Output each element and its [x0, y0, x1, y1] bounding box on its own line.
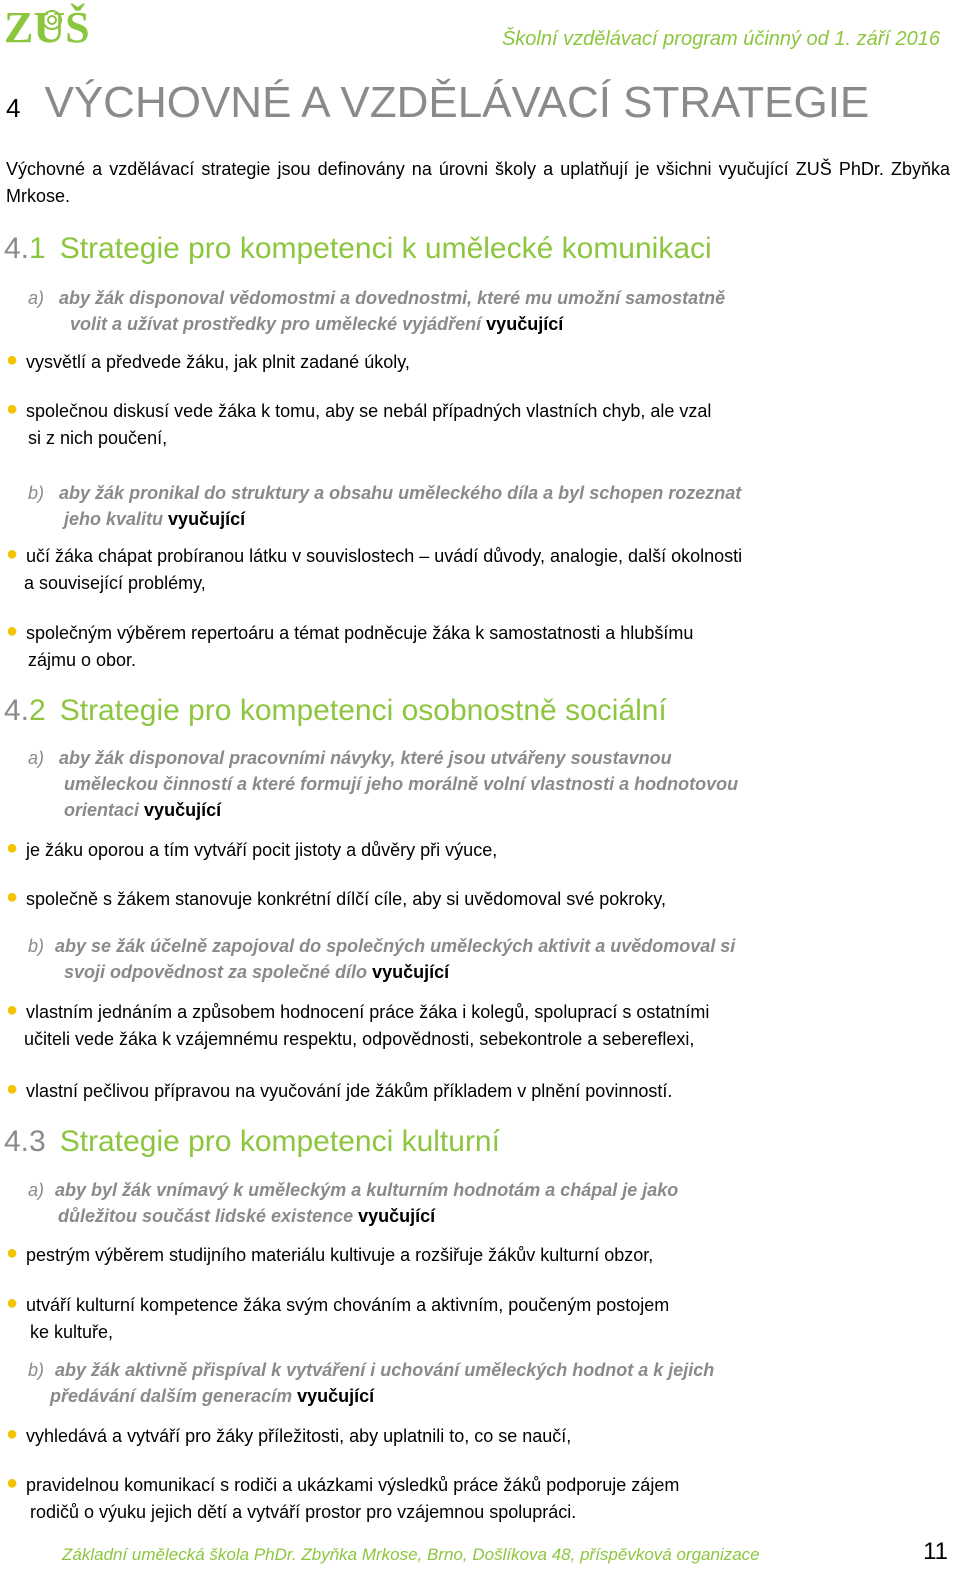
list-item-cont: zájmu o obor. [28, 650, 137, 670]
list-item [6, 398, 712, 425]
section-heading-4-2 [4, 694, 667, 728]
list-item-text: společně s žákem stanovuje konkrétní dílčí cíle, aby si uvědomoval své pokroky, [26, 889, 666, 909]
list-item-text: pestrým výběrem studijního materiálu kultivuje a rozšiřuje žákův kulturní obzor, [26, 1245, 654, 1265]
list-item [6, 1292, 670, 1319]
goal-label: b) [28, 483, 45, 503]
teacher-label: vyučující [168, 509, 246, 529]
section-number-sub: 1 [29, 232, 46, 265]
footer-text: Základní umělecká škola PhDr. Zbyňka Mrkose, Brno, Došlíkova 48, příspěvková organizace [62, 1545, 760, 1564]
list-item-text: je žáku oporou a tím vytváří pocit jistoty a důvěry při výuce, [26, 840, 498, 860]
goal-text: svoji odpovědnost za společné dílo [64, 962, 368, 982]
goal-b [28, 933, 735, 959]
goal-a-cont [58, 1203, 435, 1229]
section-title: Strategie pro kompetenci k umělecké komunikaci [59, 232, 712, 265]
list-item [6, 349, 410, 376]
list-item [6, 1078, 673, 1105]
list-item-cont: a související problémy, [24, 573, 206, 593]
section-number: 4. [4, 1125, 30, 1158]
list-item [6, 620, 694, 647]
section-number-sub: 3 [29, 1125, 46, 1158]
goal-text: aby byl žák vnímavý k uměleckým a kulturním hodnotám a chápal je jako [55, 1180, 679, 1200]
goal-text: aby žák pronikal do struktury a obsahu uměleckého díla a byl schopen rozeznat [59, 483, 742, 503]
goal-b-cont [50, 1383, 374, 1409]
list-item [6, 1472, 680, 1499]
teacher-label: vyučující [358, 1206, 436, 1226]
list-item-text: vyhledává a vytváří pro žáky příležitosti, aby uplatnili to, co se naučí, [26, 1426, 572, 1446]
bullet-icon: ● [6, 999, 19, 1021]
section-title: Strategie pro kompetenci kulturní [59, 1125, 500, 1158]
goal-label: b) [28, 1360, 45, 1380]
goal-text: jeho kvalitu [64, 509, 164, 529]
bullet-icon: ● [6, 1242, 19, 1264]
list-item-cont: učiteli vede žáka k vzájemnému respektu, odpovědnosti, sebekontrole a sebereflexi, [24, 1029, 695, 1049]
section-heading-4-1 [4, 232, 712, 266]
list-item-text: vlastním jednáním a způsobem hodnocení práce žáka i kolegů, spoluprací s ostatními [26, 1002, 710, 1022]
list-item [6, 543, 743, 570]
bullet-icon: ● [6, 1292, 19, 1314]
goal-a-cont [70, 311, 563, 337]
bullet-icon: ● [6, 886, 19, 908]
bullet-icon: ● [6, 1078, 19, 1100]
teacher-label: vyučující [144, 800, 222, 820]
section-heading-4-3 [4, 1125, 500, 1159]
goal-text: aby se žák účelně zapojoval do společných uměleckých aktivit a uvědomoval si [55, 936, 736, 956]
goal-text: předávání dalším generacím [50, 1386, 293, 1406]
goal-text: volit a užívat prostředky pro umělecké vyjádření [70, 314, 482, 334]
section-number: 4. [4, 694, 30, 727]
list-item-text: učí žáka chápat probíranou látku v souvislostech – uvádí důvody, analogie, další okolnosti [26, 546, 743, 566]
bullet-icon: ● [6, 1472, 19, 1494]
bullet-icon: ● [6, 349, 19, 371]
list-item-text: pravidelnou komunikací s rodiči a ukázkami výsledků práce žáků podporuje zájem [26, 1475, 680, 1495]
goal-label: b) [28, 936, 45, 956]
bullet-icon: ● [6, 620, 19, 642]
logo-text: ZUŠ [4, 3, 90, 48]
goal-b [28, 1357, 714, 1383]
goal-text: aby žák aktivně přispíval k vytváření i uchování uměleckých hodnot a k jejich [55, 1360, 715, 1380]
list-item-cont: si z nich poučení, [28, 428, 168, 448]
goal-text: aby žák disponoval vědomostmi a dovednostmi, které mu umožní samostatně [59, 288, 726, 308]
goal-label: a) [28, 1180, 45, 1200]
list-item-text: vlastní pečlivou přípravou na vyučování jde žákům příkladem v plnění povinností. [26, 1081, 673, 1101]
header-title: Školní vzdělávací program účinný od 1. září 2016 [501, 28, 940, 50]
list-item-text: společnou diskusí vede žáka k tomu, aby se nebál případných vlastních chyb, ale vzal [26, 401, 712, 421]
chapter-title: VÝCHOVNÉ A VZDĚLÁVACÍ STRATEGIE [44, 78, 870, 127]
goal-label: a) [28, 288, 45, 308]
list-item [6, 886, 666, 913]
goal-text: důležitou součást lidské existence [58, 1206, 354, 1226]
list-item [6, 999, 710, 1026]
section-title: Strategie pro kompetenci osobnostně sociální [59, 694, 667, 727]
bullet-icon: ● [6, 1423, 19, 1445]
goal-text: aby žák disponoval pracovními návyky, které jsou utvářeny soustavnou [59, 748, 672, 768]
goal-text: orientaci [64, 800, 140, 820]
bullet-icon: ● [6, 398, 19, 420]
list-item-text: utváří kulturní kompetence žáka svým chováním a aktivním, poučeným postojem [26, 1295, 670, 1315]
intro-paragraph: Výchovné a vzdělávací strategie jsou definovány na úrovni školy a uplatňují je všichni vyučující ZUŠ PhDr. Zbyňka Mrkose. [6, 159, 950, 206]
goal-a [28, 745, 672, 771]
goal-b-cont [64, 959, 449, 985]
list-item-cont: ke kultuře, [30, 1322, 114, 1342]
teacher-label: vyučující [372, 962, 450, 982]
list-item [6, 837, 498, 864]
chapter-number: 4 [6, 93, 21, 123]
bullet-icon: ● [6, 543, 19, 565]
goal-label: a) [28, 748, 45, 768]
bullet-icon: ● [6, 837, 19, 859]
goal-b [28, 480, 741, 506]
list-item [6, 1242, 654, 1269]
page-number: 11 [923, 1538, 948, 1565]
goal-a-cont [64, 797, 221, 823]
chapter-heading [6, 78, 869, 128]
section-number: 4. [4, 232, 30, 265]
goal-b-cont [64, 506, 245, 532]
teacher-label: vyučující [486, 314, 564, 334]
list-item-text: společným výběrem repertoáru a témat podněcuje žáka k samostatnosti a hlubšímu [26, 623, 694, 643]
list-item-text: vysvětlí a předvede žáku, jak plnit zadané úkoly, [26, 352, 410, 372]
list-item-cont: rodičů o výuku jejich dětí a vytváří prostor pro vzájemnou spolupráci. [30, 1502, 577, 1522]
school-logo [4, 2, 96, 48]
section-number-sub: 2 [29, 694, 46, 727]
goal-a [28, 1177, 678, 1203]
teacher-label: vyučující [297, 1386, 375, 1406]
goal-a [28, 285, 725, 311]
list-item [6, 1423, 572, 1450]
goal-a-cont: uměleckou činností a které formují jeho morálně volní vlastnosti a hodnotovou [64, 774, 739, 794]
